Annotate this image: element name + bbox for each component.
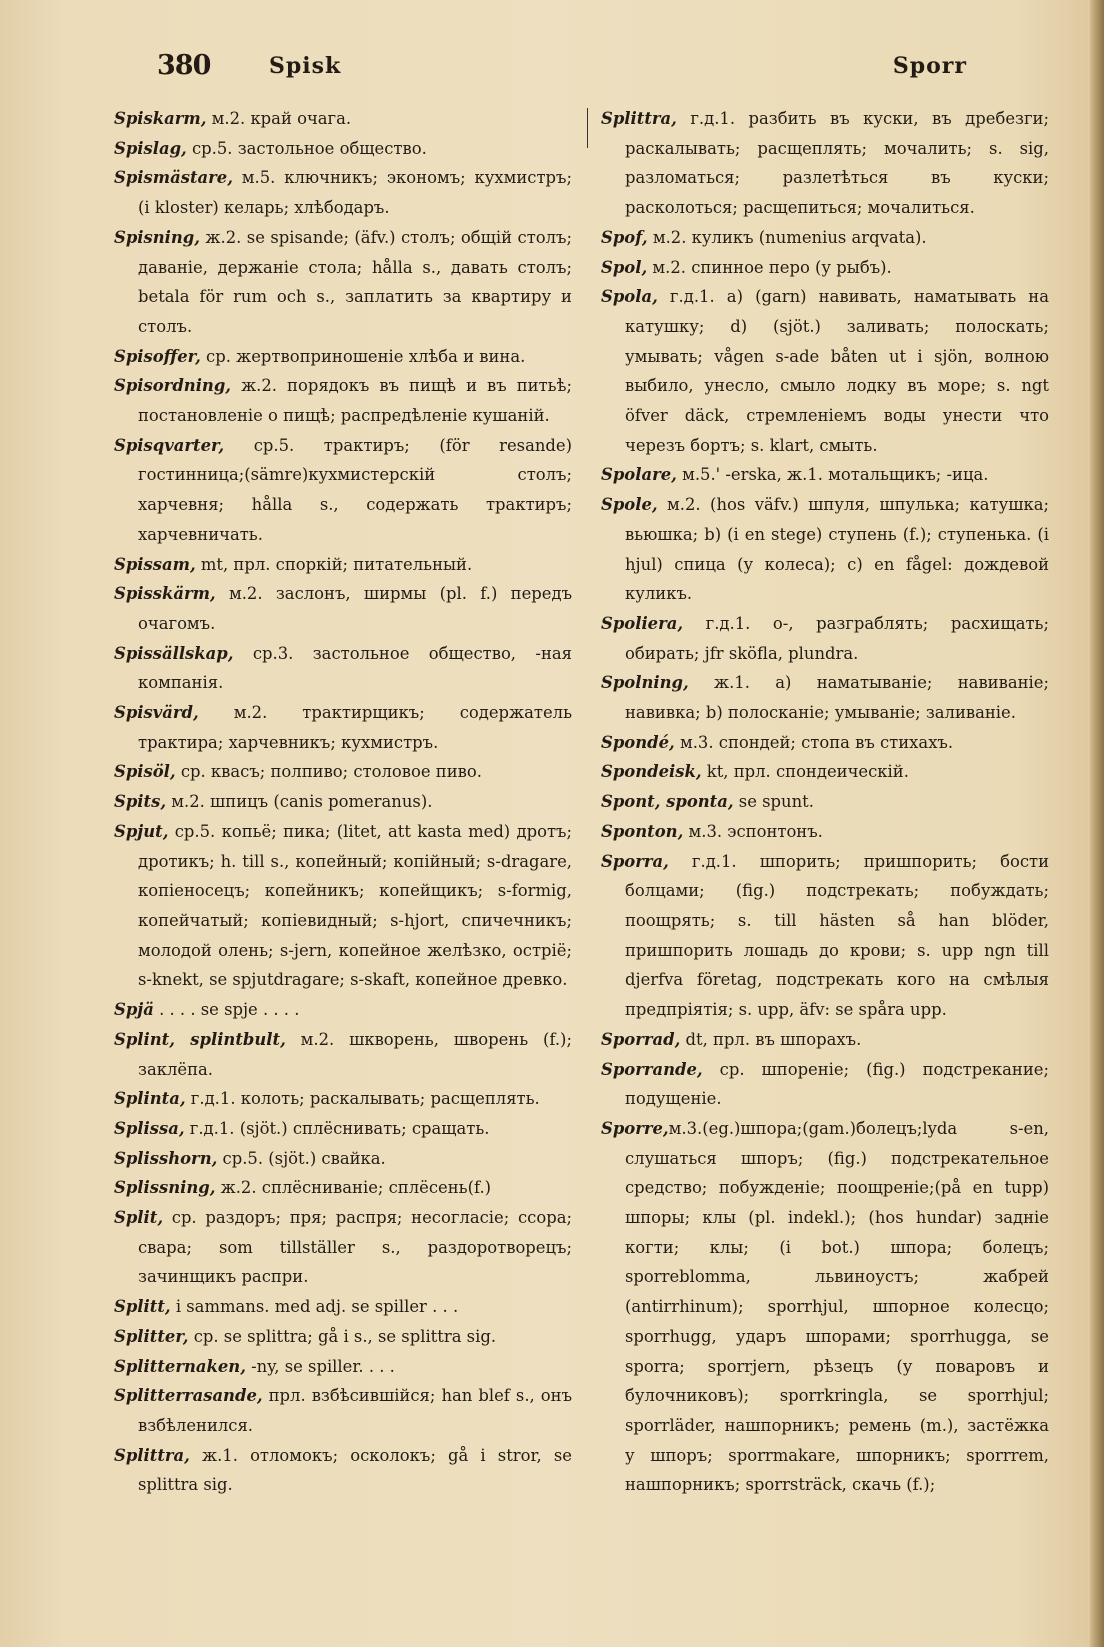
entry-definition: м.2. куликъ (numenius arqvata). — [647, 227, 927, 247]
right-guide-word: Sporr — [892, 53, 967, 79]
dictionary-entry — [114, 1322, 572, 1352]
entry-definition: ср.5. трактиръ; (för resande) гостинница;(sämre)кухмистерскій столъ; харчевня; hålla s., содержать трактиръ; харчевничать. — [138, 435, 572, 544]
entry-headword: Spont, sponta, — [601, 792, 734, 812]
entry-definition: -ny, se spiller. . . . — [245, 1356, 395, 1376]
entry-definition: м.2. заслонъ, ширмы (pl. f.) передъ очагомъ. — [138, 584, 572, 633]
entry-definition: м.3. эспонтонъ. — [683, 821, 823, 841]
dictionary-entry — [114, 698, 572, 757]
entry-definition: ср.5. (sjöt.) свайка. — [217, 1148, 386, 1168]
entry-headword: Spissam, — [114, 554, 196, 574]
entry-definition: м.3.(eg.)шпора;(gam.)болецъ;lyda s-en, слушаться шпоръ; (fig.) подстрекательное средство; побужденіе; поощреніе;(på en tupp) шпоры; клы (pl. indekl.); (hos hundar) задніе когти; клы; (i bot.) шпора; болецъ; sporreblomma, львиноустъ; жабрей (antirrhinum); sporrhjul, шпорное колесцо; sporrhugg, ударъ шпорами; sporrhugga, se sporra; sporrjern, рѣзецъ (у поваровъ и булочниковъ); sporrkringla, se sporrhjul; sporrläder, нашпорникъ; ремень (m.), застёжка у шпоръ; sporrmakare, шпорникъ; sporrrem, нашпорникъ; sporrsträck, скачь (f.); — [625, 1118, 1049, 1495]
entry-headword: Spole, — [601, 495, 658, 515]
entry-definition: ср.3. застольное общество, -ная компанія. — [138, 643, 572, 693]
dictionary-entry — [601, 668, 1049, 727]
left-column — [114, 104, 572, 1500]
entry-definition: ср. жертвоприношеніе хлѣба и вина. — [200, 346, 526, 366]
entry-headword: Spola, — [601, 287, 658, 307]
entry-headword: Spisöl, — [114, 762, 176, 782]
entry-definition: прл. взбѣсившійся; han blef s., онъ взбѣленился. — [138, 1386, 572, 1435]
entry-definition: ср. квасъ; полпиво; столовое пиво. — [175, 762, 482, 782]
dictionary-entry — [601, 1055, 1049, 1114]
entry-definition: ж.1. отломокъ; осколокъ; gå i stror, se splittra sig. — [138, 1445, 572, 1495]
entry-definition: м.2. шкворень, шворень (f.); заклёпа. — [138, 1029, 572, 1079]
entry-headword: Spoliera, — [601, 613, 684, 633]
entry-headword: Sporrande, — [601, 1059, 703, 1079]
entry-definition: ж.2. сплёсниваніе; сплёсень(f.) — [215, 1178, 492, 1198]
entry-headword: Splitter, — [114, 1326, 189, 1346]
left-guide-word: Spisk — [269, 53, 342, 79]
dictionary-entry — [114, 1173, 572, 1203]
entry-headword: Sporra, — [601, 851, 669, 871]
entry-headword: Sponton, — [601, 821, 684, 841]
entry-definition: ср. раздоръ; пря; распря; несогласіе; ссора; свара; som tillställer s., раздоротворецъ; зачинщикъ распри. — [138, 1208, 572, 1287]
dictionary-entry — [114, 371, 572, 430]
entry-definition: ж.2. порядокъ въ пищѣ и въ питьѣ; постановленіе о пищѣ; распредѣленіе кушаній. — [138, 376, 572, 426]
dictionary-entry — [114, 1203, 572, 1292]
dictionary-entry — [601, 817, 1049, 847]
dictionary-entry — [601, 104, 1049, 223]
entry-headword: Spjut, — [114, 821, 169, 841]
entry-definition: м.2. шпицъ (canis pomeranus). — [166, 792, 433, 812]
entry-definition: м.2. трактирщикъ; содержатель трактира; харчевникъ; кухмистръ. — [138, 703, 572, 752]
entry-definition: ж.2. se spisande; (äfv.) столъ; общій столъ; даваніе, держаніе стола; hålla s., давать столъ; betala för rum och s., заплатить за квартиру и столъ. — [138, 227, 572, 336]
dictionary-entry — [601, 253, 1049, 283]
entry-headword: Spisordning, — [114, 376, 232, 396]
entry-definition: г.д.1. (sjöt.) сплёснивать; сращать. — [184, 1118, 490, 1138]
entry-definition: м.5. ключникъ; экономъ; кухмистръ; (i kloster) келарь; хлѣбодаръ. — [138, 168, 572, 218]
entry-headword: Splisshorn, — [114, 1148, 218, 1168]
entry-definition: г.д.1. разбить въ куски, въ дребезги; раскалывать; расщеплять; мочалить; s. sig, разломаться; разлетѣться въ куски; расколоться; расщепиться; мочалиться. — [625, 109, 1049, 218]
entry-definition: г.д.1. шпорить; пришпорить; бости болцами; (fig.) подстрекать; побуждать; поощрять; s. till hästen så han blöder, пришпорить лошадь до крови; s. upp ngn till djerfva företag, подстрекать кого на смѣлыя предпріятія; s. upp, äfv: se spåra upp. — [625, 851, 1049, 1020]
entry-definition: ср. se splittra; gå i s., se splittra sig. — [188, 1326, 497, 1346]
entry-headword: Spolning, — [601, 673, 689, 693]
entry-definition: ср.5. копьё; пика; (litet, att kasta med) дротъ; дротикъ; h. till s., копейный; копійный; s-dragare, копіеносецъ; копейникъ; копейщикъ; s-formig, копейчатый; копіевидный; s-hjort, спичечникъ; молодой олень; s-jern, копейное желѣзко, остріё; s-knekt, se spjutdragare; s-skaft, копейное древко. — [138, 821, 572, 990]
entry-headword: Spondeisk, — [601, 762, 702, 782]
entry-definition: ср. шпореніе; (fig.) подстрекание; подущеніе. — [625, 1059, 1049, 1109]
dictionary-entry — [114, 1114, 572, 1144]
entry-definition: м.5.' -erska, ж.1. мотальщикъ; -ица. — [676, 465, 989, 485]
entry-definition: ж.1. a) наматываніе; навиваніе; навивка; b) полосканіе; умываніе; заливаніе. — [625, 673, 1049, 723]
dictionary-entry — [114, 163, 572, 222]
entry-definition: se spunt. — [733, 792, 814, 812]
entry-definition: м.2. край очага. — [206, 109, 352, 128]
dictionary-entry — [114, 1084, 572, 1114]
entry-headword: Splittra, — [114, 1445, 190, 1465]
dictionary-entry — [114, 342, 572, 372]
entry-headword: Spisqvarter, — [114, 435, 225, 455]
entry-headword: Sporrad, — [601, 1029, 681, 1049]
dictionary-entry — [114, 757, 572, 787]
entry-headword: Splissning, — [114, 1178, 216, 1198]
dictionary-entry — [114, 1144, 572, 1174]
entry-definition: . . . . se spje . . . . — [153, 1000, 300, 1020]
entry-definition: г.д.1. о-, разграблять; расхищать; обирать; jfr sköfla, plundra. — [625, 613, 1049, 663]
entry-headword: Spof, — [601, 227, 648, 247]
dictionary-entry — [114, 1025, 572, 1084]
entry-headword: Splissa, — [114, 1118, 185, 1138]
entry-headword: Splinta, — [114, 1089, 186, 1109]
entry-definition: м.2. спинное перо (у рыбъ). — [647, 257, 892, 277]
dictionary-entry — [601, 1114, 1049, 1500]
page-header — [95, 50, 1050, 90]
dictionary-entry — [114, 1381, 572, 1440]
dictionary-entry — [601, 282, 1049, 460]
dictionary-entry — [114, 431, 572, 550]
dictionary-entry — [114, 1352, 572, 1382]
entry-headword: Spisvärd, — [114, 703, 199, 723]
dictionary-entry — [601, 787, 1049, 817]
entry-headword: Splint, splintbult, — [114, 1029, 286, 1049]
dictionary-entry — [601, 728, 1049, 758]
entry-definition: м.3. спондей; стопа въ стихахъ. — [674, 732, 954, 752]
dictionary-entry — [601, 460, 1049, 490]
entry-headword: Spissällskap, — [114, 643, 234, 663]
dictionary-entry — [601, 490, 1049, 609]
dictionary-entry — [601, 223, 1049, 253]
entry-headword: Spisning, — [114, 227, 200, 247]
entry-definition: ср.5. застольное общество. — [186, 138, 427, 158]
entry-headword: Spondé, — [601, 732, 675, 752]
entry-headword: Spisskärm, — [114, 584, 216, 604]
dictionary-entry — [114, 787, 572, 817]
entry-headword: Splittra, — [601, 109, 677, 128]
entry-definition: kt, прл. спондеическій. — [701, 762, 909, 782]
page-edge — [1090, 0, 1104, 1647]
entry-headword: Splitt, — [114, 1297, 171, 1317]
entry-headword: Spjä — [114, 1000, 154, 1020]
dictionary-entry — [114, 550, 572, 580]
entry-definition: г.д.1. a) (garn) навивать, наматывать на катушку; d) (sjöt.) заливать; полоскать; умывать; vågen s-ade båten ut i sjön, волною выбило, унесло, смыло лодку въ море; s. ngt öfver däck, стремленіемъ воды унести что черезъ бортъ; s. klart, смыть. — [625, 287, 1049, 455]
entry-headword: Spol, — [601, 257, 648, 277]
right-column — [601, 104, 1049, 1500]
entry-headword: Spismästare, — [114, 168, 233, 188]
dictionary-entry — [114, 995, 572, 1025]
entry-headword: Spolare, — [601, 465, 677, 485]
dictionary-entry — [114, 817, 572, 995]
entry-headword: Spiskarm, — [114, 109, 207, 128]
entry-headword: Spislag, — [114, 138, 187, 158]
entry-headword: Sporre, — [601, 1118, 669, 1138]
page-number: 380 — [157, 50, 211, 81]
entry-headword: Splitterrasande, — [114, 1386, 263, 1406]
dictionary-entry — [601, 757, 1049, 787]
dictionary-entry — [114, 134, 572, 164]
entry-headword: Split, — [114, 1208, 164, 1228]
entry-headword: Splitternaken, — [114, 1356, 246, 1376]
entry-headword: Spisoffer, — [114, 346, 201, 366]
entry-definition: i sammans. med adj. se spiller . . . — [170, 1297, 459, 1317]
dictionary-entry — [114, 639, 572, 698]
entry-definition: г.д.1. колоть; раскалывать; расщеплять. — [185, 1089, 540, 1109]
dictionary-entry — [114, 223, 572, 342]
entry-definition: м.2. (hos väfv.) шпуля, шпулька; катушка; вьюшка; b) (i en stege) ступень (f.); ступенька. (i hjul) спица (у колеса); c) en fågel: дождевой куликъ. — [625, 495, 1049, 604]
dictionary-entry — [114, 579, 572, 638]
dictionary-entry — [601, 609, 1049, 668]
dictionary-entry — [114, 1292, 572, 1322]
entry-definition: dt, прл. въ шпорахъ. — [680, 1029, 862, 1049]
entry-definition: mt, прл. споркій; питательный. — [195, 554, 473, 574]
dictionary-entry — [114, 104, 572, 134]
entry-headword: Spits, — [114, 792, 167, 812]
dictionary-entry — [114, 1441, 572, 1500]
dictionary-entry — [601, 1025, 1049, 1055]
dictionary-entry — [601, 847, 1049, 1025]
column-divider — [587, 108, 588, 148]
